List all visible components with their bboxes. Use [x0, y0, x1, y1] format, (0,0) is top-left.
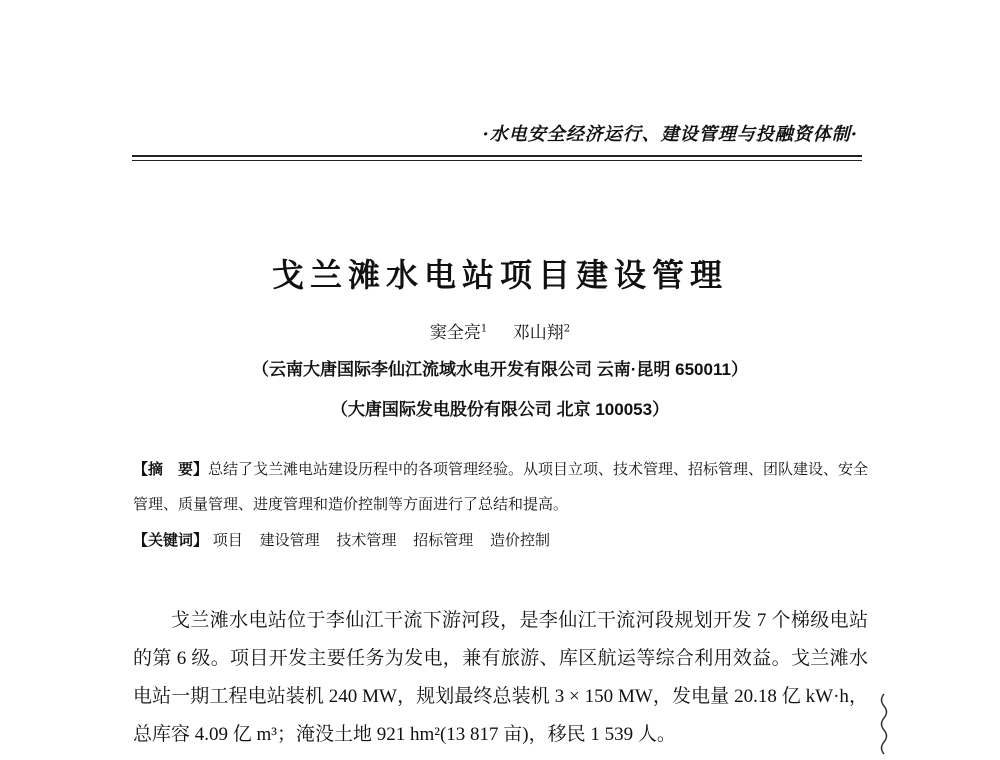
affiliation-2: （大唐国际发电股份有限公司 北京 100053） — [330, 400, 670, 419]
keyword: 项目 — [212, 531, 243, 549]
author-2 — [513, 323, 570, 343]
keyword: 技术管理 — [336, 531, 397, 549]
keywords-label: 【关键词】 — [133, 532, 209, 549]
affiliation-1: （云南大唐国际李仙江流域水电开发有限公司 云南·昆明 650011） — [252, 360, 748, 379]
abstract — [133, 452, 873, 521]
author-affiliation-mark: 1 — [480, 323, 488, 335]
keyword: 招标管理 — [413, 531, 474, 549]
keyword: 造价控制 — [489, 531, 550, 549]
header-rule-divider — [132, 155, 862, 161]
author-affiliation-mark: 2 — [563, 323, 571, 335]
paper-title: 戈兰滩水电站项目建设管理 — [271, 256, 728, 294]
keywords — [133, 527, 873, 554]
abstract-text: 总结了戈兰滩电站建设历程中的各项管理经验。从项目立项、技术管理、招标管理、团队建设、安全管理、质量管理、进度管理和造价控制等方面进行了总结和提高。 — [133, 460, 869, 513]
author-name: 邓山翔 — [512, 323, 564, 343]
keyword: 建设管理 — [259, 531, 320, 549]
body-paragraph: 戈兰滩水电站位于李仙江干流下游河段，是李仙江干流河段规划开发 7 个梯级电站的第 6 级。项目开发主要任务为发电，兼有旅游、库区航运等综合利用效益。戈兰滩水电站一期工程电站装机 240 MW，规划最终总装机 3 × 150 MW，发电量 20.18 亿 kW·h，总库容 4.09 亿 m³；淹没土地 921 hm²(13 817 亩)，移民 1 539 人。 — [133, 610, 868, 745]
author-1 — [430, 323, 487, 343]
author-list — [0, 318, 1000, 343]
abstract-label: 【摘 要】 — [133, 461, 209, 478]
author-name: 窦全亮 — [429, 323, 481, 343]
series-title: ·水电安全经济运行、建设管理与投融资体制· — [482, 124, 858, 145]
scan-binding-edge — [876, 692, 892, 760]
